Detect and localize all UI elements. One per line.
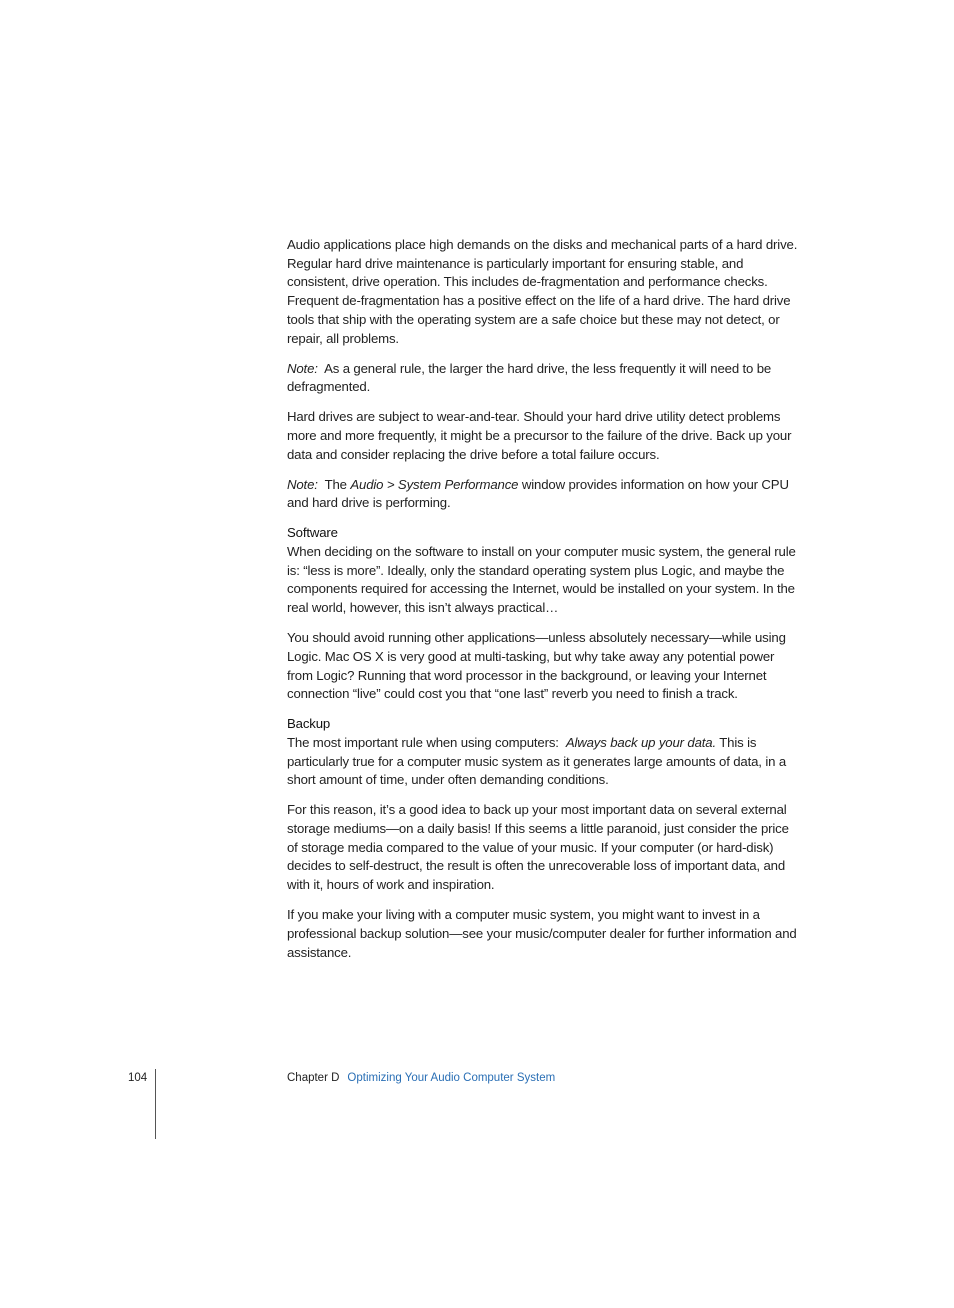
paragraph-software-less-is-more: When deciding on the software to install on your computer music system, the general rule is: “less is more”. Ideally, only the standard operating system plus Logic, and maybe the components required for accessing the Internet, would be installed on your system. In the real world, however, this isn’t always practical… [287, 544, 796, 616]
page-number: 104 [128, 1072, 148, 1084]
section-heading-software: Software [287, 525, 338, 541]
note-system-performance [287, 476, 799, 513]
backup-rule-pre: The most important rule when using computers: [287, 734, 559, 750]
paragraph-backup-rule [287, 734, 799, 790]
paragraph-hard-drive-maintenance: Audio applications place high demands on the disks and mechanical parts of a hard drive. Regular hard drive maintenance is particularly important for ensuring stable, and consistent, drive operation. This includes de-fragmentation and performance checks. Frequent de-fragmentation has a positive effect on the life of a hard drive. The hard drive tools that ship with the operating system are a safe choice but these may not detect, or repair, all problems. [287, 237, 798, 346]
paragraph-backup-storage: For this reason, it’s a good idea to back up your most important data on several external storage mediums—on a daily basis! If this seems a little paranoid, just consider the price of storage media compared to the value of your music. If your computer (or hard-disk) decides to self-destruct, the result is often the unrecoverable loss of important data, and with it, hours of work and inspiration. [287, 802, 789, 893]
footer-divider [155, 1069, 156, 1139]
menu-path: Audio > System Performance [350, 476, 519, 492]
note-label: Note: [287, 476, 318, 492]
footer-chapter [287, 1070, 555, 1086]
paragraph-avoid-other-applications: You should avoid running other applications—unless absolutely necessary—while using Logic. Mac OS X is very good at multi-tasking, but why take away any potential power from Logic? Running that word processor in the background, or leaving your Internet connection “live” could cost you that “one last” reverb you need to finish a track. [287, 630, 786, 702]
note-text-pre: The [324, 476, 347, 492]
chapter-title-link[interactable]: Optimizing Your Audio Computer System [347, 1072, 556, 1084]
backup-rule-emphasis: Always back up your data. [565, 734, 716, 750]
backup-rule-post: This is particularly true for a computer music system as it generates large amounts of data, in a short amount of time, under often demanding conditions. [287, 734, 786, 788]
paragraph-professional-backup: If you make your living with a computer music system, you might want to invest in a professional backup solution—see your music/computer dealer for further information and assistance. [287, 907, 797, 960]
note-label: Note: [287, 360, 318, 376]
note-text-post: window provides information on how your CPU and hard drive is performing. [287, 476, 789, 511]
note-text: As a general rule, the larger the hard drive, the less frequently it will need to be defragmented. [287, 360, 772, 395]
note-defragmentation [287, 360, 799, 397]
page-body [287, 236, 799, 974]
paragraph-wear-and-tear: Hard drives are subject to wear-and-tear. Should your hard drive utility detect problems more and more frequently, it might be a precursor to the failure of the drive. Back up your data and consider replacing the drive before a total failure occurs. [287, 409, 792, 462]
chapter-label: Chapter D [287, 1072, 340, 1084]
section-heading-backup: Backup [287, 716, 331, 732]
